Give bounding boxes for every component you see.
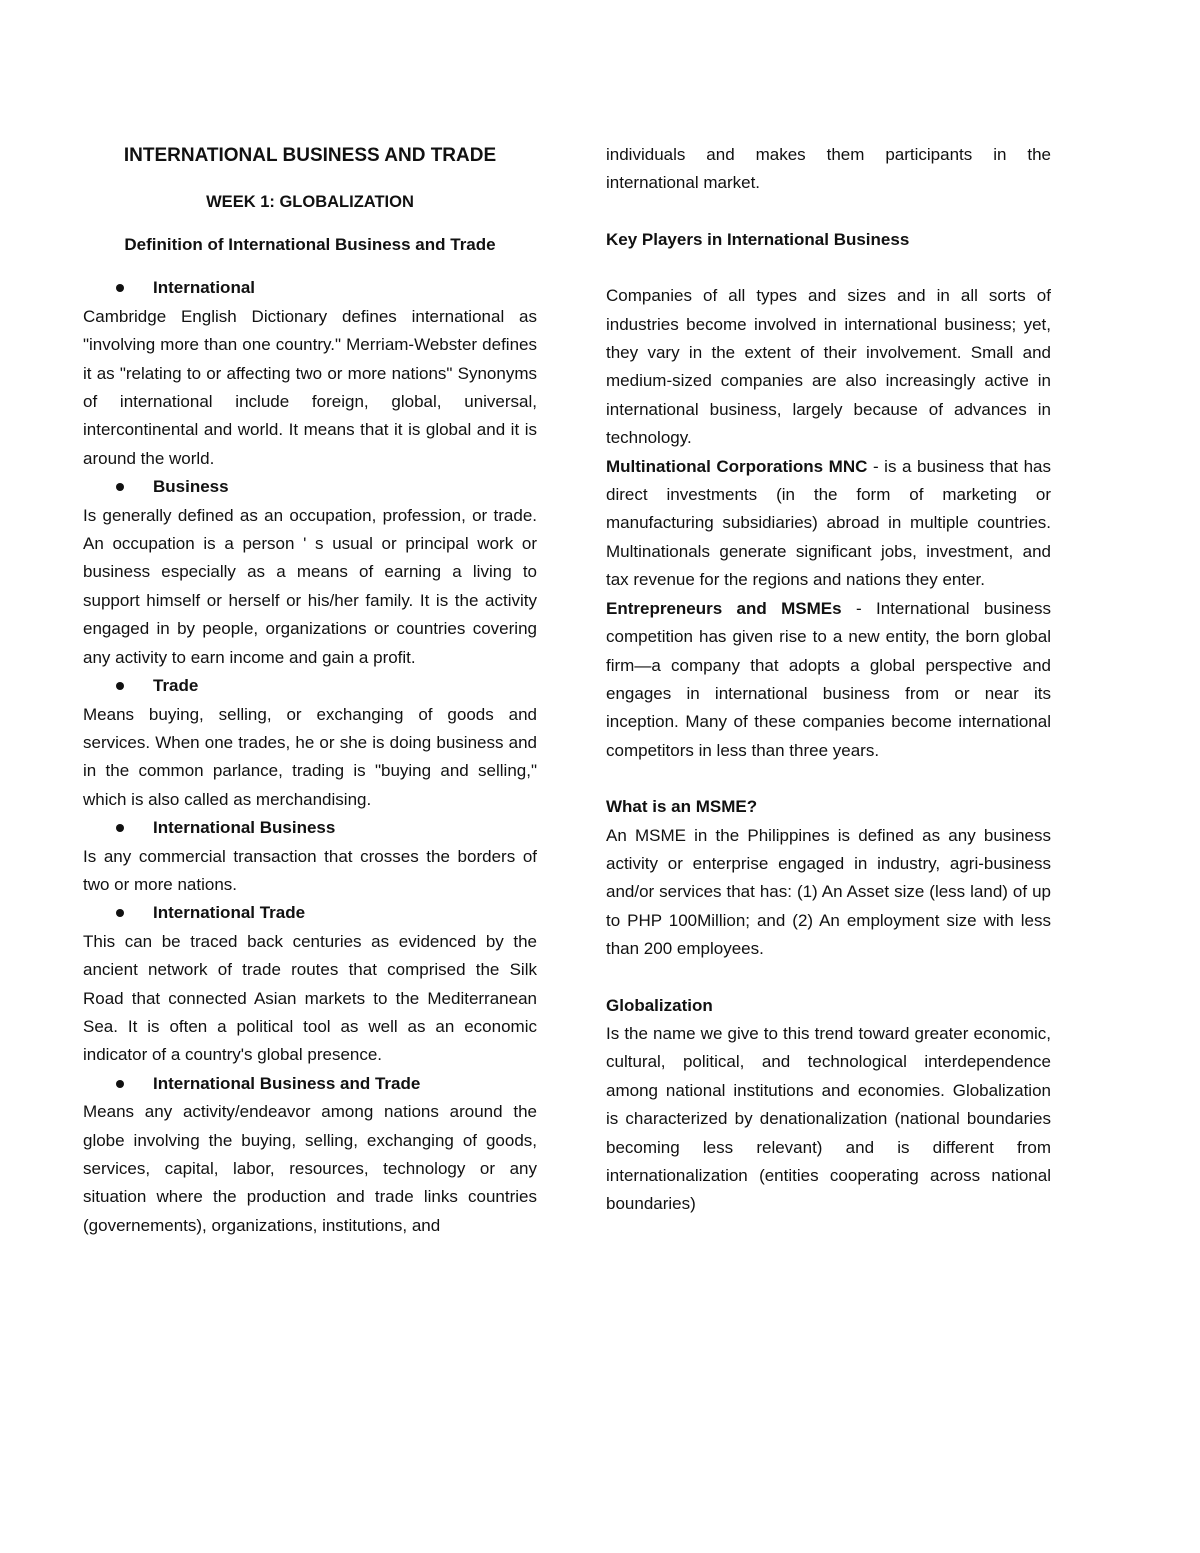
bullet-icon — [116, 682, 124, 690]
definition-text-international-business-and-trade: Means any activity/endeavor among nations around the globe involving the buying, selling, exchanging of goods, services, capital, labor, resources, technology or any situation where the production and trade links countries (governements), organizations, institutions, and — [83, 1102, 537, 1235]
definition-text-international: Cambridge English Dictionary defines international as "involving more than one country." Merriam-Webster defines it as "relating to or affecting two or more nations" Synonyms of international include foreign, global, universal, intercontinental and world. It means that it is global and it is around the world. — [83, 306, 537, 468]
definition-text-international-trade: This can be traced back centuries as evidenced by the ancient network of trade routes that comprised the Silk Road that connected Asian markets to the Mediterranean Sea. It is often a political tool as well as an economic indicator of a country's global presence. — [83, 931, 537, 1065]
key-players-text: Companies of all types and sizes and in all sorts of industries become involved in international business; yet, they vary in the extent of their involvement. Small and medium-sized companies are also increasingly active in international business, largely because of advances in technology. — [606, 286, 1051, 448]
bullet-icon — [116, 824, 124, 832]
entrepreneurs-term: Entrepreneurs and MSMEs — [606, 598, 842, 618]
msme-heading: What is an MSME? — [606, 797, 758, 817]
mnc-term: Multinational Corporations MNC — [606, 456, 868, 476]
definition-term-international-business-and-trade: International Business and Trade — [83, 1070, 537, 1098]
globalization-heading: Globalization — [606, 995, 713, 1015]
definition-text-business: Is generally defined as an occupation, profession, or trade. An occupation is a person ' s usual or principal work or business especially as a means of earning a living to support himself or herself or his/her family. It is the activity engaged in by people, organizations or countries covering any activity to earn income and gain a profit. — [83, 505, 537, 667]
definition-term-business: Business — [83, 473, 537, 501]
globalization-text: Is the name we give to this trend toward greater economic, cultural, political, and technological interdependence among national institutions and economies. Globalization is characterized by denationalization (national boundaries becoming less relevant) and is different from internationalization (entities cooperating across national boundaries) — [606, 1023, 1051, 1214]
msme-text: An MSME in the Philippines is defined as any business activity or enterprise engaged in industry, agri-business and/or services that has: (1) An Asset size (less land) of up to PHP 100Million; and (2) An employment size with less than 200 employees. — [606, 825, 1051, 959]
definition-text-trade: Means buying, selling, or exchanging of goods and services. When one trades, he or she is doing business and in the common parlance, trading is "buying and selling," which is also called as merchandising. — [83, 704, 537, 809]
mnc-text: - is a business that has direct investments (in the form of marketing or manufacturing subsidiaries) abroad in multiple countries. Multinationals generate significant jobs, investment, and tax revenue for the regions and nations they enter. — [606, 456, 1051, 590]
entrepreneurs-paragraph — [606, 595, 1051, 765]
bullet-icon — [116, 909, 124, 917]
bullet-icon — [116, 284, 124, 292]
definition-term-trade: Trade — [83, 672, 537, 700]
right-column — [606, 141, 1051, 1219]
definition-text-international-business: Is any commercial transaction that crosses the borders of two or more nations. — [83, 846, 537, 894]
definition-term-international-business: International Business — [83, 814, 537, 842]
bullet-icon — [116, 483, 124, 491]
mnc-paragraph — [606, 453, 1051, 595]
definition-heading: Definition of International Business and Trade — [124, 235, 496, 254]
document-title: INTERNATIONAL BUSINESS AND TRADE — [123, 145, 497, 166]
left-column — [83, 141, 537, 1240]
key-players-heading: Key Players in International Business — [606, 229, 910, 249]
definition-term-international-trade: International Trade — [83, 899, 537, 927]
entrepreneurs-text: - International business competition has given rise to a new entity, the born global firm—a company that adopts a global perspective and engages in international business from or near its inception. Many of these companies become international competitors in less than three years. — [606, 598, 1052, 760]
continuation-text: individuals and makes them participants in the international market. — [606, 145, 1051, 193]
week-heading: WEEK 1: GLOBALIZATION — [206, 193, 414, 211]
bullet-icon — [116, 1080, 124, 1088]
definition-term-international: International — [83, 274, 537, 302]
